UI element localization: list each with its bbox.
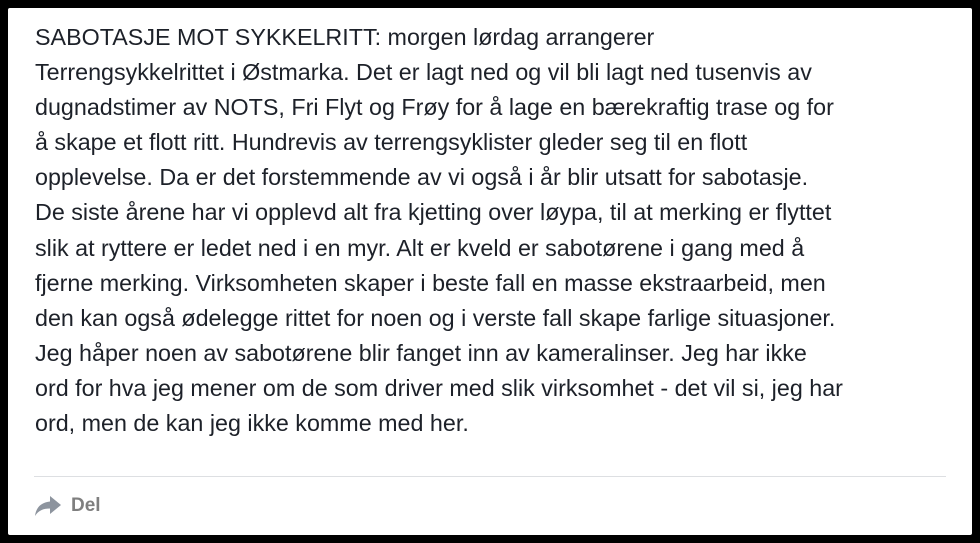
post-text-line: ord for hva jeg mener om de som driver med slik virksomhet - det vil si, jeg har <box>35 374 843 401</box>
post-text-line: ord, men de kan jeg ikke komme med her. <box>35 410 469 437</box>
post-card <box>8 8 972 535</box>
post-text-line: opplevelse. Da er det forstemmende av vi også i år blir utsatt for sabotasje. <box>35 164 809 191</box>
post-text-line: slik at ryttere er ledet ned i en myr. Alt er kveld er sabotørene i gang med å <box>35 234 805 261</box>
share-label: Del <box>71 495 101 516</box>
share-button[interactable] <box>34 495 101 517</box>
post-text-line: Jeg håper noen av sabotørene blir fanget inn av kameralinser. Jeg har ikke <box>35 339 807 366</box>
post-text-line: å skape et flott ritt. Hundrevis av terrengsyklister gleder seg til en flott <box>35 129 748 156</box>
post-text-line: fjerne merking. Virksomheten skaper i beste fall en masse ekstraarbeid, men <box>35 269 826 296</box>
post-text-line: den kan også ødelegge rittet for noen og i verste fall skape farlige situasjoner. <box>35 304 836 331</box>
action-divider <box>34 476 946 477</box>
post-text-line: De siste årene har vi opplevd alt fra kjetting over løypa, til at merking er flyttet <box>35 199 832 226</box>
post-action-bar <box>34 488 101 524</box>
post-text-line: SABOTASJE MOT SYKKELRITT: morgen lørdag arrangerer <box>35 24 655 50</box>
share-arrow-icon <box>34 495 62 517</box>
post-text-line: Terrengsykkelrittet i Østmarka. Det er lagt ned og vil bli lagt ned tusenvis av <box>35 59 812 86</box>
post-body-text <box>35 20 955 441</box>
post-text-line: dugnadstimer av NOTS, Fri Flyt og Frøy for å lage en bærekraftig trase og for <box>35 94 834 121</box>
